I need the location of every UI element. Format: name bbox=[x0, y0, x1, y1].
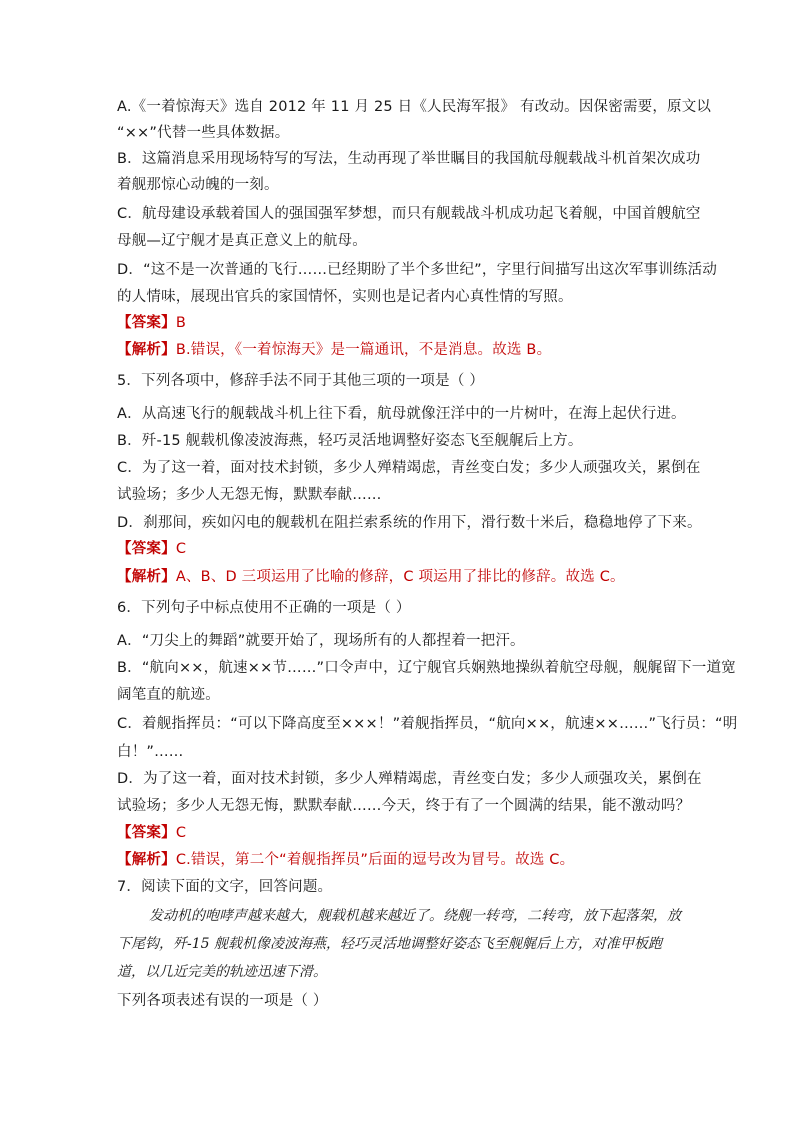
answer-value: C bbox=[175, 541, 187, 557]
option-a-line-1: A.《一着惊海天》选自 2012 年 11 月 25 日《人民海军报》 有改动。因保密需要，原文以 bbox=[117, 99, 712, 115]
option-d-line-1: D．“这不是一次普通的飞行……已经期盼了半个多世纪”，字里行间描写出这次军事训练活动 bbox=[117, 262, 718, 278]
question-6-option-b-1: B．“航向××，航速××节……”口令声中，辽宁舰官兵娴熟地操纵着航空母舰，舰艉留下一道宽 bbox=[117, 660, 736, 676]
option-c-line-1: C．航母建设承载着国人的强国强军梦想，而只有舰载战斗机成功起飞着舰，中国首艘航空 bbox=[117, 206, 701, 222]
explanation-6 bbox=[117, 849, 574, 871]
explanation-tag: 【解析】 bbox=[117, 569, 176, 585]
explanation-text: C.错误，第二个“着舰指挥员”后面的逗号改为冒号。故选 C。 bbox=[175, 852, 575, 868]
explanation-4 bbox=[117, 339, 551, 361]
option-a-line-2: “××”代替一些具体数据。 bbox=[117, 125, 290, 141]
question-6-option-a: A．“刀尖上的舞蹈”就要开始了，现场所有的人都捏着一把汗。 bbox=[117, 633, 525, 649]
answer-5 bbox=[117, 538, 186, 560]
explanation-text: A、B、D 三项运用了比喻的修辞，C 项运用了排比的修辞。故选 C。 bbox=[175, 569, 625, 585]
question-6-option-b-2: 阔笔直的航迹。 bbox=[117, 687, 220, 703]
question-5-option-c-1: C．为了这一着，面对技术封锁，多少人殚精竭虑，青丝变白发；多少人顽强攻关，累倒在 bbox=[117, 460, 701, 476]
explanation-text: B.错误，《一着惊海天》是一篇通讯，不是消息。故选 B。 bbox=[175, 342, 552, 358]
answer-value: B bbox=[175, 315, 186, 331]
explanation-tag: 【解析】 bbox=[117, 342, 176, 358]
question-6-option-d-2: 试验场；多少人无怨无悔，默默奉献……今天，终于有了一个圆满的结果，能不激动吗？ bbox=[117, 798, 691, 814]
answer-tag: 【答案】 bbox=[117, 825, 176, 841]
answer-tag: 【答案】 bbox=[117, 315, 176, 331]
option-d-line-2: 的人情味，展现出官兵的家国情怀，实则也是记者内心真性情的写照。 bbox=[117, 289, 573, 305]
question-5-option-d: D．刹那间，疾如闪电的舰载机在阻拦索系统的作用下，滑行数十米后，稳稳地停了下来。 bbox=[117, 515, 702, 531]
answer-value: C bbox=[175, 825, 187, 841]
answer-4 bbox=[117, 312, 186, 334]
question-5-option-b: B．歼-15 舰载机像凌波海燕，轻巧灵活地调整好姿态飞至舰艉后上方。 bbox=[117, 433, 583, 449]
question-5-option-c-2: 试验场；多少人无怨无悔，默默奉献…… bbox=[117, 487, 382, 503]
answer-tag: 【答案】 bbox=[117, 541, 176, 557]
question-6-option-d-1: D．为了这一着，面对技术封锁，多少人殚精竭虑，青丝变白发；多少人顽强攻关，累倒在 bbox=[117, 771, 702, 787]
question-6: 6．下列句子中标点使用不正确的一项是（ ） bbox=[117, 600, 411, 616]
question-7: 7．阅读下面的文字，回答问题。 bbox=[117, 879, 333, 895]
question-6-option-c-1: C．着舰指挥员：“可以下降高度至×××！”着舰指挥员，“航向××，航速××……”飞行员：“明 bbox=[117, 716, 738, 732]
explanation-5 bbox=[117, 566, 625, 588]
question-6-option-c-2: 白！”…… bbox=[117, 744, 184, 760]
option-c-line-2: 母舰—辽宁舰才是真正意义上的航母。 bbox=[117, 233, 367, 249]
option-b-line-2: 着舰那惊心动魄的一刻。 bbox=[117, 177, 279, 193]
question-5: 5．下列各项中，修辞手法不同于其他三项的一项是（ ） bbox=[117, 373, 485, 389]
answer-6 bbox=[117, 822, 186, 844]
question-7-prompt: 下列各项表述有误的一项是（ ） bbox=[117, 993, 328, 1009]
reading-passage: 发动机的咆哮声越来越大，舰载机越来越近了。绕舰一转弯，二转弯，放下起落架，放下尾钩，歼-15 舰载机像凌波海燕，轻巧灵活地调整好姿态飞至舰艉后上方，对准甲板跑道，以几近完美的轨迹迅速下滑。 bbox=[117, 908, 681, 980]
question-5-option-a: A．从高速飞行的舰载战斗机上往下看，航母就像汪洋中的一片树叶，在海上起伏行进。 bbox=[117, 406, 686, 422]
explanation-tag: 【解析】 bbox=[117, 852, 176, 868]
option-b-line-1: B．这篇消息采用现场特写的写法，生动再现了举世瞩目的我国航母舰载战斗机首架次成功 bbox=[117, 151, 701, 167]
